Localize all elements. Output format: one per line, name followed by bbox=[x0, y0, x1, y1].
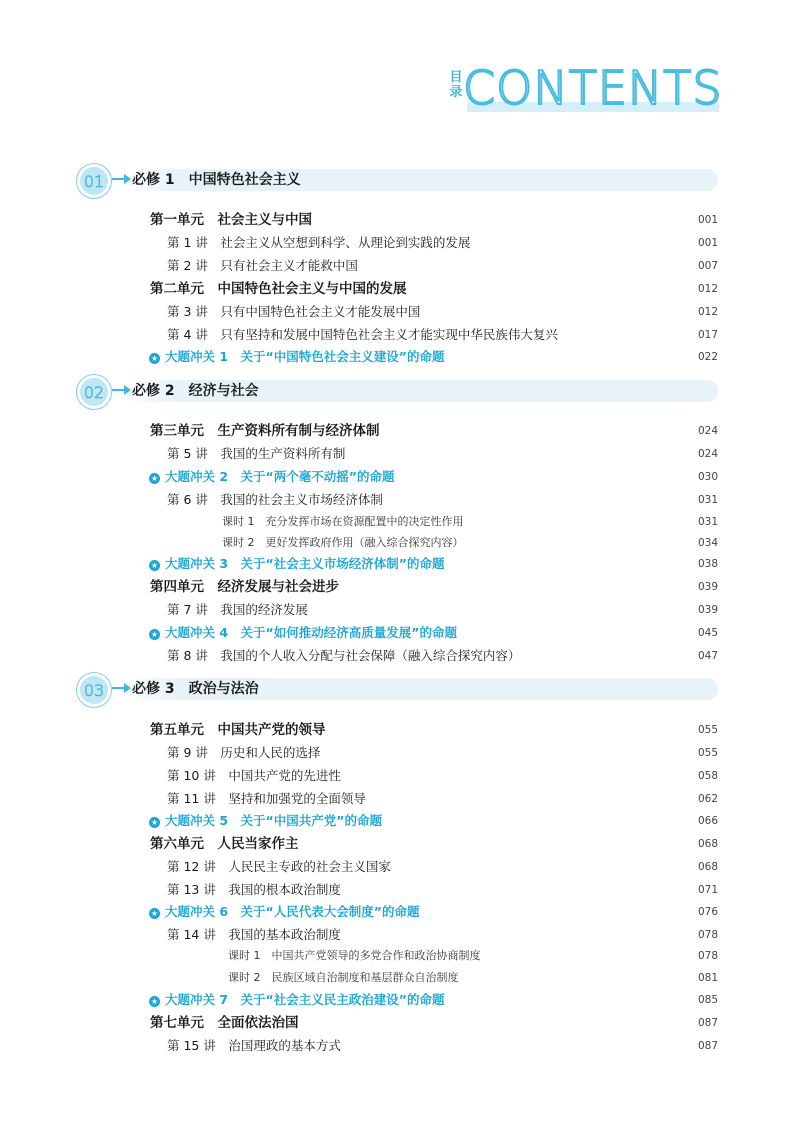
contents-logo bbox=[447, 61, 723, 116]
toc-entry-lect[interactable] bbox=[0, 880, 793, 900]
toc-entry-label: 第 5 讲 我国的生产资料所有制 bbox=[167, 446, 346, 461]
section-header-1[interactable] bbox=[76, 163, 718, 199]
toc-entry-lect[interactable] bbox=[0, 444, 793, 464]
toc-entry-chal[interactable] bbox=[0, 623, 793, 643]
toc-entry-chal[interactable] bbox=[0, 811, 793, 831]
toc-entry-label: 课时 1 中国共产党领导的多党合作和政治协商制度 bbox=[228, 949, 481, 962]
toc-entry-unit[interactable] bbox=[0, 279, 793, 299]
toc-entry-label bbox=[149, 990, 444, 1010]
toc-entry-lect[interactable] bbox=[0, 789, 793, 809]
toc-entry-label: 第 6 讲 我国的社会主义市场经济体制 bbox=[167, 492, 383, 507]
toc-entry-label: 课时 2 更好发挥政府作用（融入综合探究内容） bbox=[222, 536, 464, 549]
star-badge-icon: ★ bbox=[150, 561, 159, 570]
challenge-text: 大题冲关 3 关于“社会主义市场经济体制”的命题 bbox=[165, 556, 445, 571]
page-number: 087 bbox=[697, 1017, 718, 1029]
toc-entry-lect[interactable] bbox=[0, 302, 793, 322]
page-number: 001 bbox=[697, 214, 718, 226]
arrow-head-icon bbox=[124, 683, 131, 693]
page-number: 031 bbox=[697, 494, 718, 506]
toc-entry-label bbox=[149, 467, 394, 487]
toc-entry-label bbox=[149, 902, 419, 922]
toc-entry-label: 第 7 讲 我国的经济发展 bbox=[167, 602, 308, 617]
page-number: 031 bbox=[697, 516, 718, 528]
page-number: 039 bbox=[697, 604, 718, 616]
page-number: 058 bbox=[697, 770, 718, 782]
page-number: 087 bbox=[697, 1040, 718, 1052]
toc-entry-chal[interactable] bbox=[0, 554, 793, 574]
toc-entry-cls2[interactable] bbox=[0, 968, 793, 988]
page-number: 055 bbox=[697, 724, 718, 736]
toc-entry-label: 第一单元 社会主义与中国 bbox=[150, 212, 312, 228]
toc-entry-label: 第三单元 生产资料所有制与经济体制 bbox=[150, 423, 380, 439]
page-number: 055 bbox=[697, 747, 718, 759]
section-header-3[interactable] bbox=[76, 672, 718, 708]
toc-entry-label: 课时 1 充分发挥市场在资源配置中的决定性作用 bbox=[222, 515, 464, 528]
page-number: 045 bbox=[697, 627, 718, 639]
page-number: 068 bbox=[697, 838, 718, 850]
toc-entry-lect[interactable] bbox=[0, 925, 793, 945]
challenge-text: 大题冲关 5 关于“中国共产党”的命题 bbox=[165, 813, 382, 828]
challenge-text: 大题冲关 2 关于“两个毫不动摇”的命题 bbox=[165, 469, 395, 484]
star-badge-icon: ★ bbox=[150, 909, 159, 918]
section-number-badge bbox=[76, 374, 112, 410]
toc-entry-lect[interactable] bbox=[0, 256, 793, 276]
arrow-head-icon bbox=[124, 385, 131, 395]
page-number: 071 bbox=[697, 884, 718, 896]
challenge-text: 大题冲关 7 关于“社会主义民主政治建设”的命题 bbox=[165, 992, 445, 1007]
toc-entry-label: 第五单元 中国共产党的领导 bbox=[150, 722, 326, 738]
toc-entry-cls2[interactable] bbox=[0, 946, 793, 966]
section-number: 01 bbox=[83, 171, 105, 191]
toc-entry-chal[interactable] bbox=[0, 902, 793, 922]
page-number: 012 bbox=[697, 306, 718, 318]
page-number: 038 bbox=[697, 558, 718, 570]
page-number: 012 bbox=[697, 283, 718, 295]
section-number-badge bbox=[76, 672, 112, 708]
logo-cn-text: 目录 bbox=[449, 70, 463, 100]
section-title: 必修 2 经济与社会 bbox=[132, 383, 259, 399]
page-number: 034 bbox=[697, 537, 718, 549]
section-header-2[interactable] bbox=[76, 374, 718, 410]
toc-entry-label: 第六单元 人民当家作主 bbox=[150, 836, 299, 852]
challenge-text: 大题冲关 1 关于“中国特色社会主义建设”的命题 bbox=[165, 349, 445, 364]
toc-entry-lect[interactable] bbox=[0, 857, 793, 877]
toc-entry-unit[interactable] bbox=[0, 421, 793, 441]
section-number: 02 bbox=[83, 382, 105, 402]
toc-entry-label: 第 1 讲 社会主义从空想到科学、从理论到实践的发展 bbox=[167, 235, 471, 250]
toc-entry-label: 第 13 讲 我国的根本政治制度 bbox=[167, 882, 341, 897]
page-number: 068 bbox=[697, 861, 718, 873]
toc-entry-label: 第 9 讲 历史和人民的选择 bbox=[167, 745, 321, 760]
page-number: 076 bbox=[697, 906, 718, 918]
toc-entry-label: 第 12 讲 人民民主专政的社会主义国家 bbox=[167, 859, 391, 874]
page-number: 078 bbox=[697, 950, 718, 962]
arrow-head-icon bbox=[124, 174, 131, 184]
page-number: 017 bbox=[697, 329, 718, 341]
toc-entry-chal[interactable] bbox=[0, 347, 793, 367]
page-number: 007 bbox=[697, 260, 718, 272]
toc-entry-label: 第 3 讲 只有中国特色社会主义才能发展中国 bbox=[167, 304, 421, 319]
section-title: 必修 1 中国特色社会主义 bbox=[132, 172, 301, 188]
toc-entry-label: 第 2 讲 只有社会主义才能救中国 bbox=[167, 258, 358, 273]
star-badge-icon: ★ bbox=[150, 474, 159, 483]
toc-entry-label bbox=[149, 623, 457, 643]
toc-entry-cls[interactable] bbox=[0, 512, 793, 532]
page-number: 085 bbox=[697, 994, 718, 1006]
page-number: 047 bbox=[697, 650, 718, 662]
page-number: 024 bbox=[697, 448, 718, 460]
section-title: 必修 3 政治与法治 bbox=[132, 681, 259, 697]
toc-entry-label: 第 14 讲 我国的基本政治制度 bbox=[167, 927, 341, 942]
toc-entry-unit[interactable] bbox=[0, 210, 793, 230]
page-number: 039 bbox=[697, 581, 718, 593]
toc-entry-chal[interactable] bbox=[0, 990, 793, 1010]
toc-entry-lect[interactable] bbox=[0, 766, 793, 786]
toc-entry-lect[interactable] bbox=[0, 490, 793, 510]
page-number: 024 bbox=[697, 425, 718, 437]
toc-entry-label: 第 15 讲 治国理政的基本方式 bbox=[167, 1038, 341, 1053]
page-number: 066 bbox=[697, 815, 718, 827]
toc-entry-label: 第七单元 全面依法治国 bbox=[150, 1015, 299, 1031]
toc-entry-lect[interactable] bbox=[0, 325, 793, 345]
toc-entry-chal[interactable] bbox=[0, 467, 793, 487]
toc-entry-label: 第二单元 中国特色社会主义与中国的发展 bbox=[150, 281, 407, 297]
toc-entry-label: 第 8 讲 我国的个人收入分配与社会保障（融入综合探究内容） bbox=[167, 648, 521, 663]
page-number: 001 bbox=[697, 237, 718, 249]
toc-entry-unit[interactable] bbox=[0, 834, 793, 854]
star-badge-icon: ★ bbox=[150, 818, 159, 827]
toc-entry-unit[interactable] bbox=[0, 1013, 793, 1033]
toc-entry-lect[interactable] bbox=[0, 600, 793, 620]
toc-entry-lect[interactable] bbox=[0, 646, 793, 666]
page-number: 030 bbox=[697, 471, 718, 483]
toc-entry-label: 第四单元 经济发展与社会进步 bbox=[150, 579, 339, 595]
toc-entry-label bbox=[149, 347, 444, 367]
section-number: 03 bbox=[83, 680, 105, 700]
toc-entry-label: 第 10 讲 中国共产党的先进性 bbox=[167, 768, 341, 783]
challenge-text: 大题冲关 6 关于“人民代表大会制度”的命题 bbox=[165, 904, 420, 919]
page-number: 062 bbox=[697, 793, 718, 805]
star-badge-icon: ★ bbox=[150, 630, 159, 639]
toc-entry-unit[interactable] bbox=[0, 577, 793, 597]
section-number-badge bbox=[76, 163, 112, 199]
page-number: 081 bbox=[697, 972, 718, 984]
toc-entry-label: 第 4 讲 只有坚持和发展中国特色社会主义才能实现中华民族伟大复兴 bbox=[167, 327, 558, 342]
logo-en-text: CONTENTS bbox=[463, 61, 723, 115]
toc-entry-label: 课时 2 民族区域自治制度和基层群众自治制度 bbox=[228, 971, 459, 984]
toc-entry-cls[interactable] bbox=[0, 533, 793, 553]
toc-entry-label: 第 11 讲 坚持和加强党的全面领导 bbox=[167, 791, 366, 806]
page-number: 022 bbox=[697, 351, 718, 363]
star-badge-icon: ★ bbox=[150, 997, 159, 1006]
toc-entry-unit[interactable] bbox=[0, 720, 793, 740]
toc-entry-label bbox=[149, 554, 444, 574]
toc-entry-lect[interactable] bbox=[0, 743, 793, 763]
star-badge-icon: ★ bbox=[150, 354, 159, 363]
challenge-text: 大题冲关 4 关于“如何推动经济高质量发展”的命题 bbox=[165, 625, 457, 640]
toc-entry-label bbox=[149, 811, 382, 831]
page-number: 078 bbox=[697, 929, 718, 941]
toc-entry-lect[interactable] bbox=[0, 233, 793, 253]
toc-entry-lect[interactable] bbox=[0, 1036, 793, 1056]
